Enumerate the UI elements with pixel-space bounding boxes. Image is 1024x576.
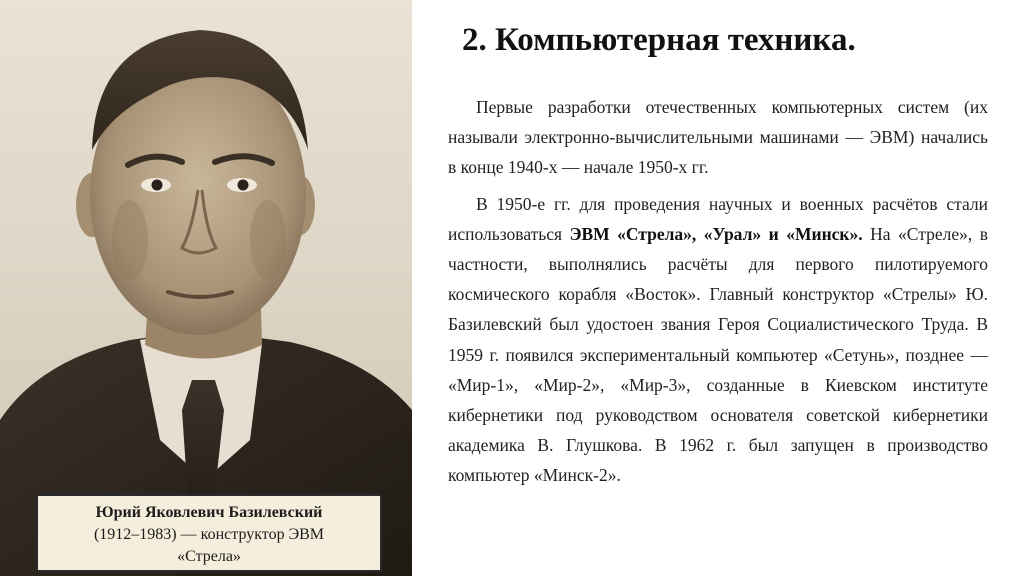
paragraph-2 (448, 189, 988, 491)
portrait-photo (0, 0, 412, 576)
paragraph-2-end: На «Стреле», в частности, выполнялись расчёты для первого пилотируемого космического корабля «Восток». Главный конструктор «Стрелы» Ю. Базилевский был удостоен звания Героя Социалистического Труда. В 1959 г. появился экспериментальный компьютер «Сетунь», позднее — «Мир-1», «Мир-2», «Мир-3», созданные в Киевском институте кибернетики под руководством основателя советской кибернетики академика В. Глушкова. В 1962 г. был запущен в производство компьютер «Минск-2». (448, 223, 988, 486)
paragraph-1: Первые разработки отечественных компьютерных систем (их называли электронно-вычислительными машинами — ЭВМ) начались в конце 1940-х — начале 1950-х гг. (448, 97, 988, 178)
paragraph-2-computers: ЭВМ «Стрела», «Урал» и «Минск». (569, 223, 863, 244)
slide-title: 2. Компьютерная техника. (462, 22, 856, 58)
paragraph-2-start: В 1950-е гг. для проведения научных и военных расчётов стали использоваться (448, 193, 988, 244)
portrait-caption (36, 494, 382, 572)
slide-body (448, 92, 988, 491)
caption-dates: (1912–1983) — конструктор ЭВМ (93, 526, 325, 543)
portrait-illustration (0, 0, 412, 576)
caption-name: Юрий Яковлевич Базилевский (95, 504, 323, 521)
caption-project: «Стрела» (177, 548, 241, 565)
